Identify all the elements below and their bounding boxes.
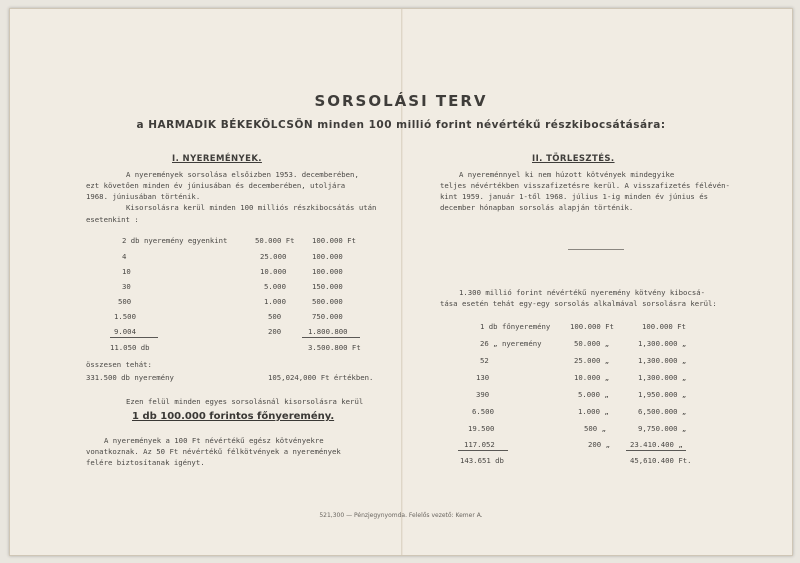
left-row-total: 1.800.800 (308, 327, 348, 336)
right-intro-line: teljes névértékben visszafizetésre kerül. A visszafizetés félévén- (440, 181, 730, 190)
left-note-line: vonatkoznak. Az 50 Ft névértékű félkötvények a nyeremények (86, 447, 341, 456)
left-intro-line: esetenkint : (86, 215, 139, 224)
right-row-total: 23.410.400 „ (630, 440, 683, 449)
left-row-amount: 1.000 (264, 297, 286, 306)
right-row-amount: 5.000 „ (578, 390, 609, 399)
right-total-sum-rule (626, 450, 686, 451)
right-row-amount: 50.000 „ (574, 339, 610, 348)
right-row-amount: 100.000 Ft (570, 322, 614, 331)
left-row-qty: 30 (122, 282, 131, 291)
right-row-qty: 26 „ nyeremény (480, 339, 542, 348)
right-intro-line: december hónapban sorsolás alapján történik. (440, 203, 634, 212)
left-row-total: 750.000 (312, 312, 343, 321)
right-row-total: 1,300.000 „ (638, 339, 687, 348)
left-row-amount: 10.000 (260, 267, 287, 276)
left-row-total: 100.000 (312, 267, 343, 276)
right-row-amount: 500 „ (584, 424, 606, 433)
right-row-qty: 1 db főnyeremény (480, 322, 551, 331)
right-row-total: 1,300.000 „ (638, 356, 687, 365)
left-row-total: 500.000 (312, 297, 343, 306)
right-intro2-line: tása esetén tehát egy-egy sorsolás alkalmával sorsolásra kerül: (440, 299, 717, 308)
left-sum-qty: 11.050 db (110, 343, 150, 352)
right-intro2-line: 1.300 millió forint névértékű nyeremény kötvény kibocsá- (459, 288, 706, 297)
left-total-value: 105,024,000 Ft értékben. (268, 373, 374, 382)
left-row-amount: 50.000 Ft (255, 236, 295, 245)
document-title: SORSOLÁSI TERV (314, 92, 488, 110)
left-row-qty: 4 (122, 252, 127, 261)
left-row-qty: 500 (118, 297, 132, 306)
right-row-amount: 25.000 „ (574, 356, 610, 365)
left-row-amount: 500 (268, 312, 282, 321)
left-intro-line: 1968. júniusában történik. (86, 192, 201, 201)
right-row-amount: 10.000 „ (574, 373, 610, 382)
left-heading: I. NYEREMÉNYEK. (172, 154, 262, 164)
right-row-total: 1,950.000 „ (638, 390, 687, 399)
right-divider (568, 249, 624, 250)
right-row-qty: 19.500 (468, 424, 495, 433)
right-intro-line: kint 1959. január 1-től 1968. július 1-ig minden év június és (440, 192, 708, 201)
right-intro-line: A nyereménnyel ki nem húzott kötvények mindegyike (459, 170, 675, 179)
right-row-qty: 117.052 (464, 440, 495, 449)
printer-footer: 521,300 — Pénzjegynyomda. Felelős vezető: Kemer A. (319, 512, 483, 519)
right-sum-qty: 143.651 db (460, 456, 504, 465)
right-row-amount: 200 „ (588, 440, 610, 449)
left-row-amount: 200 (268, 327, 282, 336)
left-intro-line: A nyeremények sorsolása elsőizben 1953. decemberében, (126, 170, 359, 179)
center-fold (401, 9, 403, 555)
right-sum-total: 45,610.400 Ft. (630, 456, 692, 465)
right-row-qty: 390 (476, 390, 490, 399)
left-note-line: felére biztosítanak igényt. (86, 458, 205, 467)
document-subtitle: a HARMADIK BÉKEKÖLCSÖN minden 100 millió forint névértékű részkibocsátására: (136, 119, 666, 131)
right-row-qty: 130 (476, 373, 490, 382)
left-row-total: 100.000 (312, 252, 343, 261)
left-intro-line: Kisorsolásra kerül minden 100 milliós részkibocsátás után (126, 203, 377, 212)
left-total-sum-rule (302, 337, 360, 338)
left-qty-sum-rule (110, 337, 158, 338)
document-sheet (9, 8, 793, 556)
left-row-total: 150.000 (312, 282, 343, 291)
left-main-prize: 1 db 100.000 forintos főnyeremény. (132, 411, 335, 422)
left-sum-total: 3.500.800 Ft (308, 343, 361, 352)
right-qty-sum-rule (458, 450, 508, 451)
left-row-qty: 9.004 (114, 327, 136, 336)
left-row-qty: 1.500 (114, 312, 136, 321)
right-row-total: 100.000 Ft (642, 322, 686, 331)
left-row-qty: 2 db nyeremény egyenkint (122, 236, 228, 245)
left-total-label: összesen tehát: (86, 360, 152, 369)
right-row-amount: 1.000 „ (578, 407, 609, 416)
right-heading: II. TÖRLESZTÉS. (532, 154, 615, 164)
right-row-qty: 52 (480, 356, 489, 365)
left-extra-intro: Ezen felül minden egyes sorsolásnál kisorsolásra kerül (126, 397, 364, 406)
left-total-qty: 331.500 db nyeremény (86, 373, 174, 382)
left-row-total: 100.000 Ft (312, 236, 356, 245)
left-row-qty: 10 (122, 267, 131, 276)
left-row-amount: 5.000 (264, 282, 286, 291)
right-row-total: 9,750.000 „ (638, 424, 687, 433)
right-row-total: 6,500.000 „ (638, 407, 687, 416)
left-intro-line: ezt követően minden év júniusában és decemberében, utoljára (86, 181, 346, 190)
left-note-line: A nyeremények a 100 Ft névértékű egész kötvényekre (104, 436, 324, 445)
left-row-amount: 25.000 (260, 252, 287, 261)
right-row-total: 1,300.000 „ (638, 373, 687, 382)
right-row-qty: 6.500 (472, 407, 494, 416)
